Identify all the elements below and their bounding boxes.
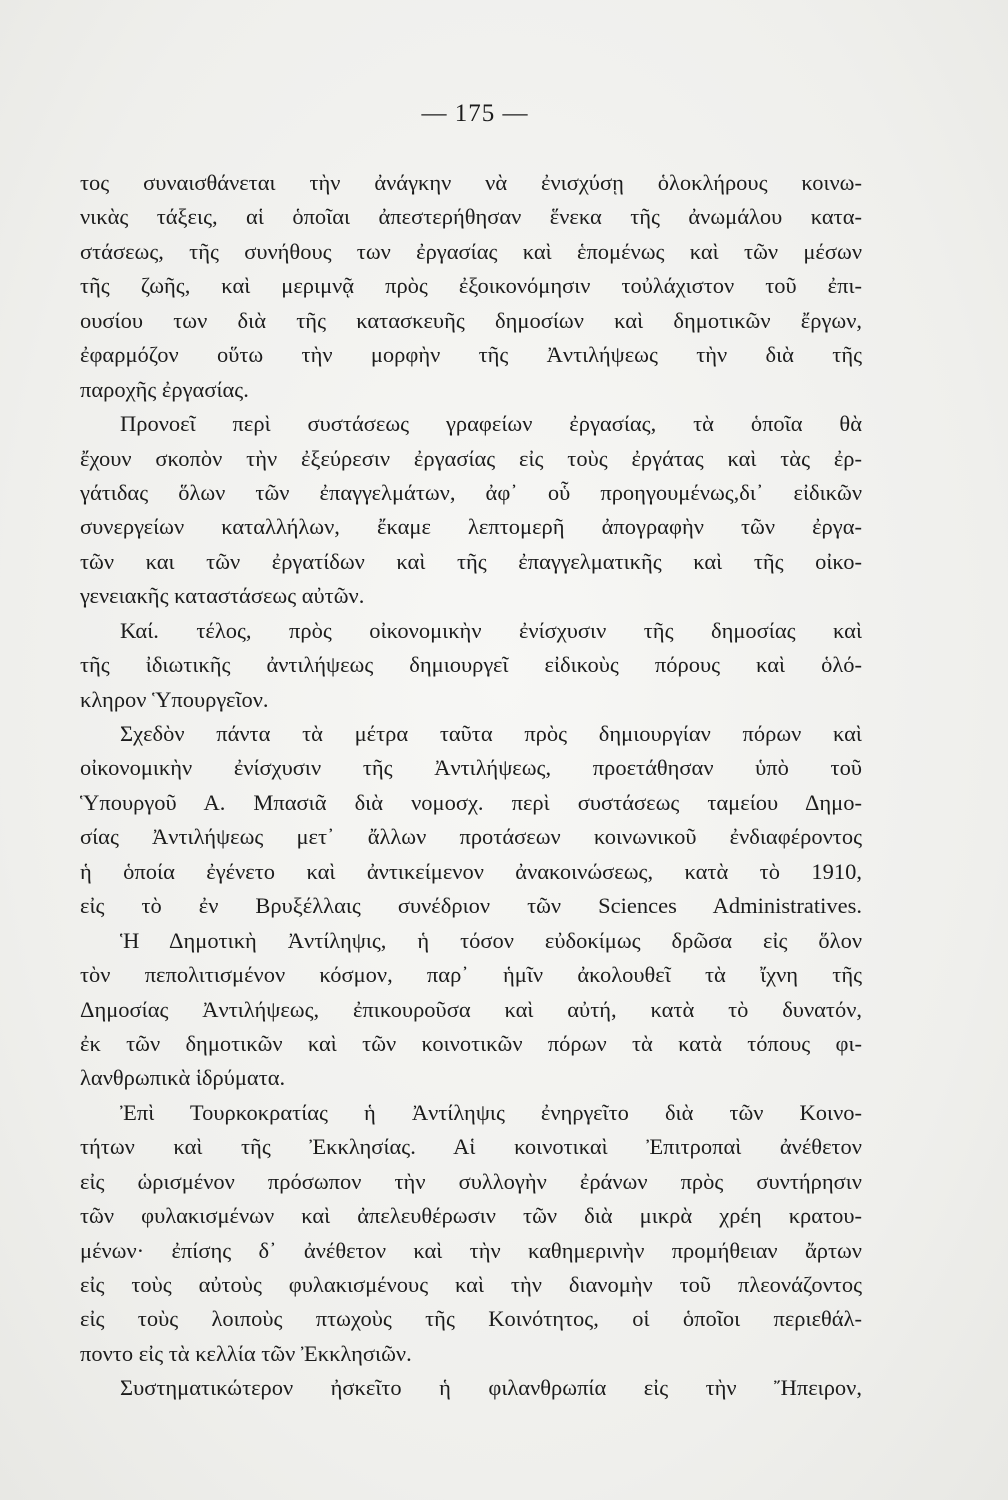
text-line: παροχῆς ἐργασίας. (80, 376, 249, 402)
text-line: τῶν και τῶν ἐργατίδων καὶ τῆς ἐπαγγελματικῆς καὶ τῆς οἰκο- (80, 548, 862, 574)
body-text (80, 166, 862, 1406)
text-line: τῆς ἰδιωτικῆς ἀντιλήψεως δημιουργεῖ εἰδικοὺς πόρους καὶ ὁλό- (80, 652, 862, 678)
text-line: στάσεως, τῆς συνήθους των ἐργασίας καὶ ἑπομένως καὶ τῶν μέσων (80, 238, 862, 264)
text-line: ἔχουν σκοπὸν τὴν ἐξεύρεσιν ἐργασίας εἰς τοὺς ἐργάτας καὶ τὰς ἐρ- (80, 445, 862, 471)
text-line: Καί. τέλος, πρὸς οἰκονομικὴν ἐνίσχυσιν τῆς δημοσίας καὶ (120, 617, 862, 643)
text-line: τος συναισθάνεται τὴν ἀνάγκην νὰ ἐνισχύσῃ ὁλοκλήρους κοινω- (80, 170, 862, 195)
text-line: οἰκονομικὴν ἐνίσχυσιν τῆς Ἀντιλήψεως, προετάθησαν ὑπὸ τοῦ (80, 755, 862, 781)
text-line: εἰς ὡρισμένον πρόσωπον τὴν συλλογὴν ἐράνων πρὸς συντήρησιν (80, 1168, 862, 1194)
text-line: Προνοεῖ περὶ συστάσεως γραφείων ἐργασίας, τὰ ὁποῖα θὰ (120, 411, 862, 437)
text-line: νικὰς τάξεις, αἱ ὁποῖαι ἀπεστερήθησαν ἕνεκα τῆς ἀνωμάλου κατα- (80, 204, 862, 230)
text-line: Ἐπὶ Τουρκοκρατίας ἡ Ἀντίληψις ἐνηργεῖτο διὰ τῶν Κοινο- (120, 1099, 862, 1125)
text-line: εἰς τοὺς λοιποὺς πτωχοὺς τῆς Κοινότητος, οἱ ὁποῖοι περιεθάλ- (80, 1306, 862, 1332)
text-line: εἰς τοὺς αὐτοὺς φυλακισμένους καὶ τὴν διανομὴν τοῦ πλεονάζοντος (80, 1272, 862, 1297)
text-line: τῶν φυλακισμένων καὶ ἀπελευθέρωσιν τῶν διὰ μικρὰ χρέη κρατου- (80, 1203, 862, 1229)
text-line: τῆς ζωῆς, καὶ μεριμνᾷ πρὸς ἐξοικονόμησιν τοὐλάχιστον τοῦ ἐπι- (80, 273, 862, 299)
text-line: εἰς τὸ ἐν Βρυξέλλαις συνέδριον τῶν Sciences Administratives. (80, 893, 862, 919)
text-line: ἐκ τῶν δημοτικῶν καὶ τῶν κοινοτικῶν πόρων τὰ κατὰ τόπους φι- (80, 1030, 862, 1056)
text-line: κληρον Ὑπουργεῖον. (80, 686, 269, 712)
text-line: σίας Ἀντιλήψεως μετ᾽ ἄλλων προτάσεων κοινωνικοῦ ἐνδιαφέροντος (80, 824, 862, 850)
text-line: ἡ ὁποία ἐγένετο καὶ ἀντικείμενον ἀνακοινώσεως, κατὰ τὸ 1910, (80, 858, 862, 884)
text-line: ουσίου των διὰ τῆς κατασκευῆς δημοσίων καὶ δημοτικῶν ἔργων, (80, 307, 862, 333)
text-line: συνεργείων καταλλήλων, ἔκαμε λεπτομερῆ ἀπογραφὴν τῶν ἐργα- (80, 514, 862, 540)
text-line: Σχεδὸν πάντα τὰ μέτρα ταῦτα πρὸς δημιουργίαν πόρων καὶ (120, 721, 862, 746)
text-line: ἐφαρμόζον οὕτω τὴν μορφὴν τῆς Ἀντιλήψεως τὴν διὰ τῆς (80, 342, 862, 368)
text-line: γάτιδας ὅλων τῶν ἐπαγγελμάτων, ἀφ᾽ οὗ προηγουμένως,δι᾽ εἰδικῶν (80, 479, 862, 505)
page-number: — 175 — (421, 100, 529, 127)
text-line: Δημοσίας Ἀντιλήψεως, ἐπικουροῦσα καὶ αὐτή, κατὰ τὸ δυνατόν, (80, 996, 862, 1022)
text-line: Συστηματικώτερον ἠσκεῖτο ἡ φιλανθρωπία εἰς τὴν Ἤπειρον, (120, 1375, 862, 1401)
text-line: Ὑπουργοῦ Α. Μπασιᾶ διὰ νομοσχ. περὶ συστάσεως ταμείου Δημο- (80, 789, 862, 815)
text-line: Ἡ Δημοτικὴ Ἀντίληψις, ἡ τόσον εὐδοκίμως δρῶσα εἰς ὅλον (120, 927, 862, 953)
text-line: γενειακῆς καταστάσεως αὐτῶν. (80, 583, 365, 609)
text-line: τὸν πεπολιτισμένον κόσμον, παρ᾽ ἡμῖν ἀκολουθεῖ τὰ ἴχνη τῆς (80, 962, 862, 988)
text-line: τήτων καὶ τῆς Ἐκκλησίας. Αἱ κοινοτικαὶ Ἐπιτροπαὶ ἀνέθετον (80, 1134, 862, 1160)
text-line: μένων· ἐπίσης δ᾽ ἀνέθετον καὶ τὴν καθημερινὴν προμήθειαν ἄρτων (80, 1237, 862, 1263)
text-line: λανθρωπικὰ ἱδρύματα. (80, 1065, 286, 1091)
text-line: ποντο εἰς τὰ κελλία τῶν Ἐκκλησιῶν. (80, 1340, 412, 1366)
